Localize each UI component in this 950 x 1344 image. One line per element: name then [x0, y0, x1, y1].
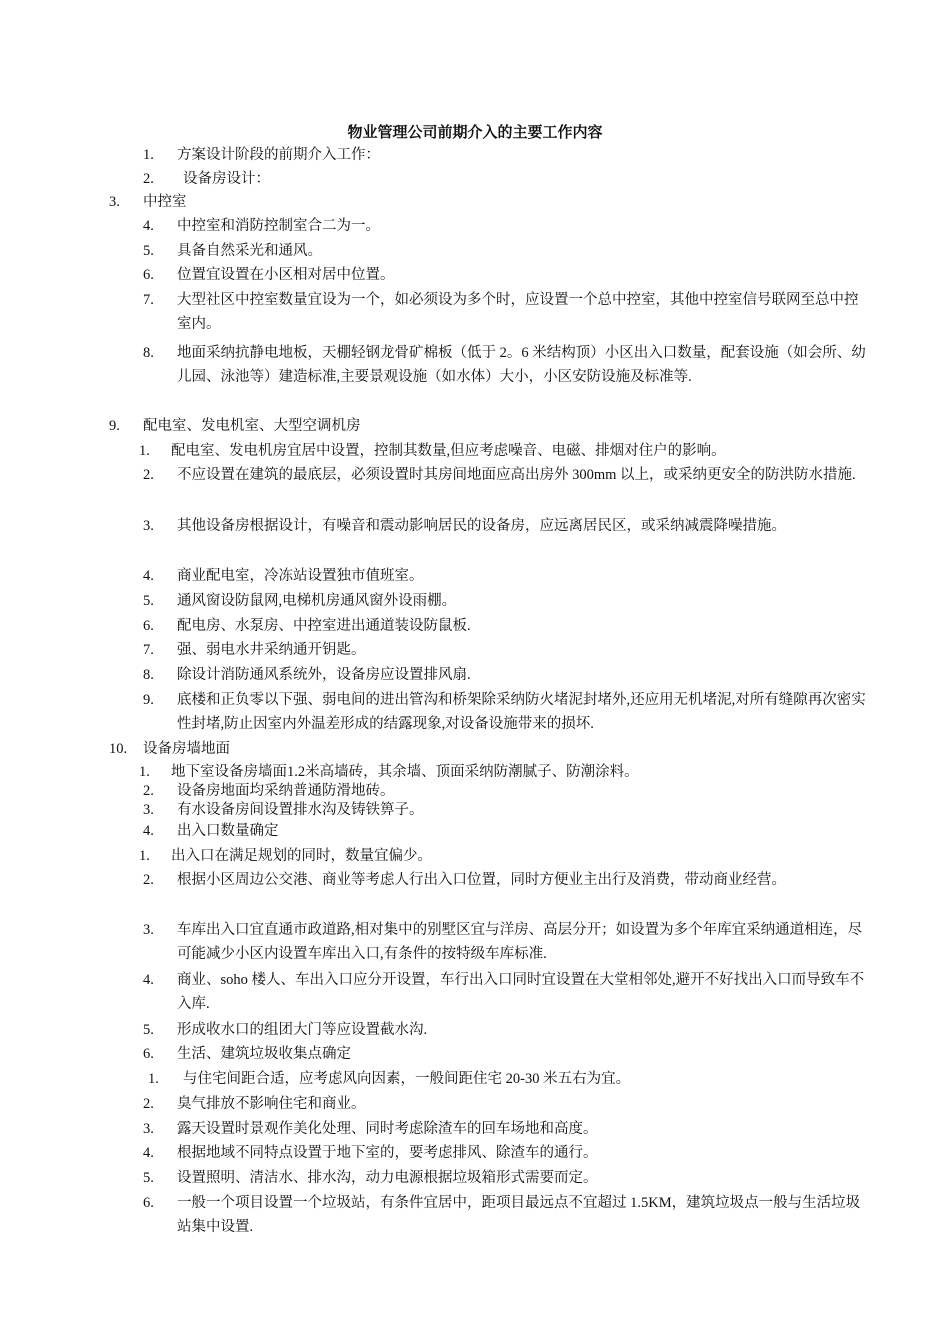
list-item-number: 3.	[143, 922, 154, 938]
list-item-number: 4.	[143, 823, 154, 839]
list-item	[143, 614, 867, 638]
list-item-number: 4.	[143, 972, 154, 988]
list-item	[143, 564, 867, 588]
list-item-number: 6.	[143, 267, 154, 283]
list-item-text: 生活、建筑垃圾收集点确定	[177, 1046, 351, 1062]
list-item-text: 商业配电室，冷冻站设置独市值班室。	[177, 568, 424, 584]
list-item-text: 不应设置在建筑的最底层，必须设置时其房间地面应高出房外 300mm 以上，或采纳更安全的防洪防水措施.	[177, 467, 856, 483]
list-item-number: 6.	[143, 1046, 154, 1062]
list-item	[139, 844, 871, 868]
list-item	[139, 439, 871, 463]
list-item-text: 中控室和消防控制室合二为一。	[177, 218, 380, 234]
list-item-text: 位置宜设置在小区相对居中位置。	[177, 267, 395, 283]
list-item-number: 3.	[109, 194, 120, 210]
list-item	[143, 1092, 867, 1116]
list-item-number: 1.	[139, 764, 150, 780]
list-item-number: 9.	[109, 418, 120, 434]
list-item-text: 地面采纳抗静电地板，天棚轻钢龙骨矿棉板（低于 2。6 米结构顶）小区出入口数量，配套设施（如会所、幼儿园、泳池等）建造标准,主要景观设施（如水体）大小，小区安防设施及标准等.	[177, 345, 866, 385]
list-item-number: 4.	[143, 1145, 154, 1161]
list-item-number: 8.	[143, 345, 154, 361]
list-item-text: 根据地域不同特点设置于地下室的，要考虑排风、除渣车的通行。	[177, 1145, 598, 1161]
list-item-number: 5.	[143, 1170, 154, 1186]
list-item-text: 具备自然采光和通风。	[177, 243, 322, 259]
list-item-text: 设备房墙地面	[143, 741, 230, 757]
list-item-text: 配电室、发电机房宜居中设置，控制其数量,但应考虑噪音、电磁、排烟对住户的影响。	[171, 443, 726, 459]
list-item-number: 5.	[143, 593, 154, 609]
list-item-text: 出入口数量确定	[177, 823, 279, 839]
list-item-text: 臭气排放不影响住宅和商业。	[177, 1096, 366, 1112]
list-item	[143, 868, 867, 916]
list-item	[143, 263, 867, 287]
list-item-text: 配电室、发电机室、大型空调机房	[143, 418, 361, 434]
list-item-number: 4.	[143, 218, 154, 234]
list-item-number: 10.	[109, 741, 128, 757]
list-item	[143, 214, 867, 238]
list-item-text: 中控室	[143, 194, 187, 210]
list-item-number: 2.	[143, 467, 154, 483]
list-item	[143, 779, 867, 799]
list-item-text: 有水设备房间设置排水沟及铸铁箅子。	[177, 802, 424, 818]
list-item-text: 与住宅间距合适，应考虑风向因素，一般间距住宅 20-30 米五右为宜。	[183, 1071, 631, 1087]
list-item-number: 5.	[143, 243, 154, 259]
list-item-text: 通风窗设防鼠网,电梯机房通风窗外设雨棚。	[177, 593, 457, 609]
list-item-number: 2.	[143, 783, 154, 799]
list-item-text: 强、弱电水井采纳通开钥匙。	[177, 642, 366, 658]
list-item-text: 其他设备房根据设计，有噪音和震动影响居民的设备房，应远离居民区，或采纳减震降噪措施。	[177, 518, 786, 534]
list-item-number: 8.	[143, 667, 154, 683]
list-item-number: 6.	[143, 1195, 154, 1211]
list-item-text: 设备房设计：	[183, 171, 270, 187]
list-item-text: 商业、soho 楼人、车出入口应分开设置，车行出入口同时宜设置在大堂相邻处,避开不好找出入口而导致车不入库.	[177, 972, 865, 1012]
list-item-text: 配电房、水泵房、中控室进出通道装设防鼠板.	[177, 618, 471, 634]
list-item	[143, 143, 867, 167]
list-item	[148, 1067, 873, 1091]
list-item-text: 车库出入口宜直通市政道路,相对集中的别墅区宜与洋房、高层分开；如设置为多个年库宜采纳通道相连，尽可能减少小区内设置车库出入口,有条件的按特级车库标准.	[177, 922, 863, 962]
list-item-number: 2.	[143, 1096, 154, 1112]
list-item	[143, 341, 867, 413]
list-item	[143, 514, 867, 562]
list-item-text: 方案设计阶段的前期介入工作：	[177, 147, 380, 163]
list-item-number: 1.	[143, 147, 154, 163]
list-item	[143, 918, 867, 966]
list-item	[143, 239, 867, 263]
document-title: 物业管理公司前期介入的主要工作内容	[347, 123, 603, 141]
list-item-number: 1.	[139, 443, 150, 459]
list-item	[109, 190, 843, 214]
list-item-text: 一般一个项目设置一个垃圾站，有条件宜居中，距项目最远点不宜超过 1.5KM，建筑垃圾点一般与生活垃圾站集中设置.	[177, 1195, 861, 1235]
list-item	[143, 819, 867, 843]
list-item-number: 5.	[143, 1022, 154, 1038]
list-item	[109, 737, 843, 761]
list-item	[143, 1042, 867, 1066]
list-item-text: 设置照明、清洁水、排水沟，动力电源根据垃圾箱形式需要而定。	[177, 1170, 598, 1186]
list-item-number: 1.	[148, 1071, 159, 1087]
list-item	[143, 688, 867, 736]
list-item-number: 6.	[143, 618, 154, 634]
list-item-text: 地下室设备房墙面1.2米高墙砖，其余墙、顶面采纳防潮腻子、防潮涂料。	[171, 764, 639, 780]
list-item-number: 7.	[143, 642, 154, 658]
list-item	[143, 463, 867, 511]
list-item-number: 4.	[143, 568, 154, 584]
list-item-text: 出入口在满足规划的同时，数量宜偏少。	[171, 848, 432, 864]
list-item-number: 1.	[139, 848, 150, 864]
list-item-text: 底楼和正负零以下强、弱电间的进出管沟和桥架除采纳防火堵泥封堵外,还应用无机堵泥,对所有缝隙再次密实性封堵,防止因室内外温差形成的结露现象,对设备设施带来的损坏.	[177, 692, 866, 732]
list-item	[143, 589, 867, 613]
list-item-number: 2.	[143, 171, 154, 187]
list-item	[143, 968, 867, 1016]
list-item	[109, 414, 843, 438]
list-item-number: 3.	[143, 518, 154, 534]
list-item	[143, 1141, 867, 1165]
list-item-number: 2.	[143, 872, 154, 888]
list-item	[143, 798, 867, 818]
list-item-text: 大型社区中控室数量宜设为一个，如必须设为多个时，应设置一个总中控室，其他中控室信号联网至总中控室内。	[177, 292, 859, 332]
list-item	[143, 1166, 867, 1190]
list-item-number: 9.	[143, 692, 154, 708]
list-item	[139, 760, 871, 780]
list-item-number: 7.	[143, 292, 154, 308]
list-item	[143, 663, 867, 687]
list-item	[143, 288, 867, 336]
list-item-text: 除设计消防通风系统外，设备房应设置排风扇.	[177, 667, 471, 683]
list-item-text: 根据小区周边公交港、商业等考虑人行出入口位置，同时方便业主出行及消费，带动商业经营。	[177, 872, 786, 888]
list-item-number: 3.	[143, 1121, 154, 1137]
list-item	[143, 638, 867, 662]
list-item	[143, 1191, 867, 1239]
list-item	[143, 167, 873, 191]
list-item-text: 形成收水口的组团大门等应设置截水沟.	[177, 1022, 428, 1038]
list-item	[143, 1117, 867, 1141]
list-item	[143, 1018, 867, 1042]
list-item-text: 露天设置时景观作美化处理、同时考虑除渣车的回车场地和高度。	[177, 1121, 598, 1137]
list-item-text: 设备房地面均采纳普通防滑地砖。	[177, 783, 395, 799]
list-item-number: 3.	[143, 802, 154, 818]
